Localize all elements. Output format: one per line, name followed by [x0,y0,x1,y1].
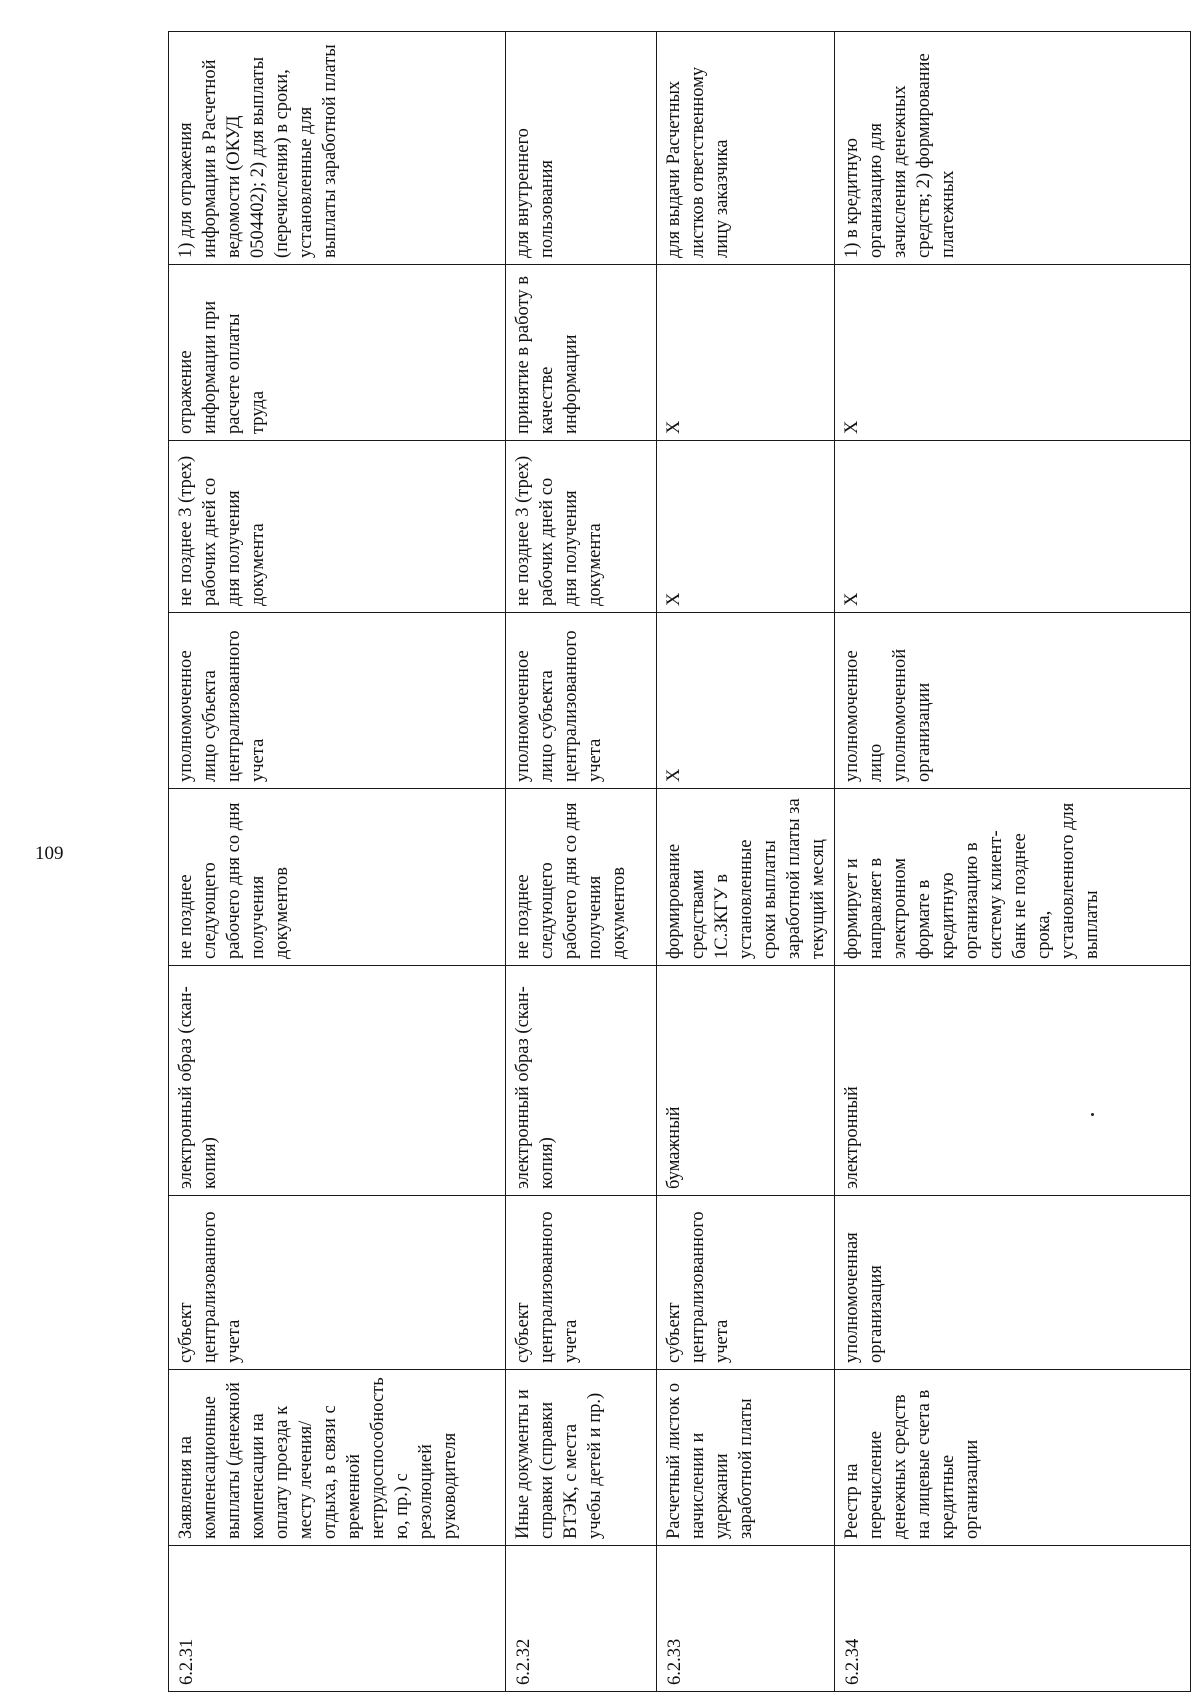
purpose-cell: 1) для отражения информации в Расчетной ведомости (ОКУД 0504402); 2) для выплаты (перечисления) в сроки, установленные для выплаты заработной платы [169,32,506,265]
submission-term-cell: формирование средствами 1С.ЗКГУ в установленные сроки выплаты заработной платы за текущий месяц [657,789,835,966]
purpose-cell: 1) в кредитную организацию для зачисления денежных средств; 2) формирование платежных [835,32,1191,265]
format-cell: электронный образ (скан-копия) [506,966,657,1196]
format-cell: электронный образ (скан-копия) [169,966,506,1196]
recipient-cell: уполномоченное лицо уполномоченной организации [835,613,1191,789]
processing-term-cell: Х [835,441,1191,613]
format-cell: бумажный [657,966,835,1196]
row-number-cell: 6.2.33 [657,1546,835,1692]
submission-term-cell: не позднее следующего рабочего дня со дня получения документов [506,789,657,966]
table-row [657,32,835,1692]
document-name-cell: Расчетный листок о начислении и удержании заработной платы [657,1370,835,1546]
action-cell: Х [657,265,835,441]
purpose-cell: для внутреннего пользования [506,32,657,265]
recipient-cell: Х [657,613,835,789]
recipient-cell: уполномоченное лицо субъекта централизованного учета [506,613,657,789]
creator-cell: уполномоченная организация [835,1196,1191,1370]
recipient-cell: уполномоченное лицо субъекта централизованного учета [169,613,506,789]
row-number-cell: 6.2.31 [169,1546,506,1692]
table-row [169,32,506,1692]
action-cell: принятие в работу в качестве информации [506,265,657,441]
action-cell: отражение информации при расчете оплаты труда [169,265,506,441]
action-cell: Х [835,265,1191,441]
creator-cell: субъект централизованного учета [506,1196,657,1370]
processing-term-cell: не позднее 3 (трех) рабочих дней со дня получения документа [506,441,657,613]
row-number-cell: 6.2.32 [506,1546,657,1692]
table-row [835,32,1191,1692]
creator-cell: субъект централизованного учета [169,1196,506,1370]
document-name-cell: Заявления на компенсационные выплаты (денежной компенсации на оплату проезда к месту лечения/ отдыха, в связи с временной нетрудоспособность ю, пр.) с резолюцией руководителя [169,1370,506,1546]
processing-term-cell: Х [657,441,835,613]
creator-cell: субъект централизованного учета [657,1196,835,1370]
submission-term-cell: формирует и направляет в электронном формате в кредитную организацию в систему клиент-банк не позднее срока, установленного для выплаты [835,789,1191,966]
table-row [506,32,657,1692]
document-name-cell: Иные документы и справки (справки ВТЭК, с места учебы детей и пр.) [506,1370,657,1546]
row-number-cell: 6.2.34 [835,1546,1191,1692]
format-cell: электронный [835,966,1191,1196]
document-name-cell: Реестр на перечисление денежных средств на лицевые счета в кредитные организации [835,1370,1191,1546]
processing-term-cell: не позднее 3 (трех) рабочих дней со дня получения документа [169,441,506,613]
purpose-cell: для выдачи Расчетных листков ответственному лицу заказчика [657,32,835,265]
page-number: 109 [35,843,64,864]
register-table-frame [168,32,1187,1692]
document-register-table [168,31,1191,1692]
submission-term-cell: не позднее следующего рабочего дня со дня получения документов [169,789,506,966]
